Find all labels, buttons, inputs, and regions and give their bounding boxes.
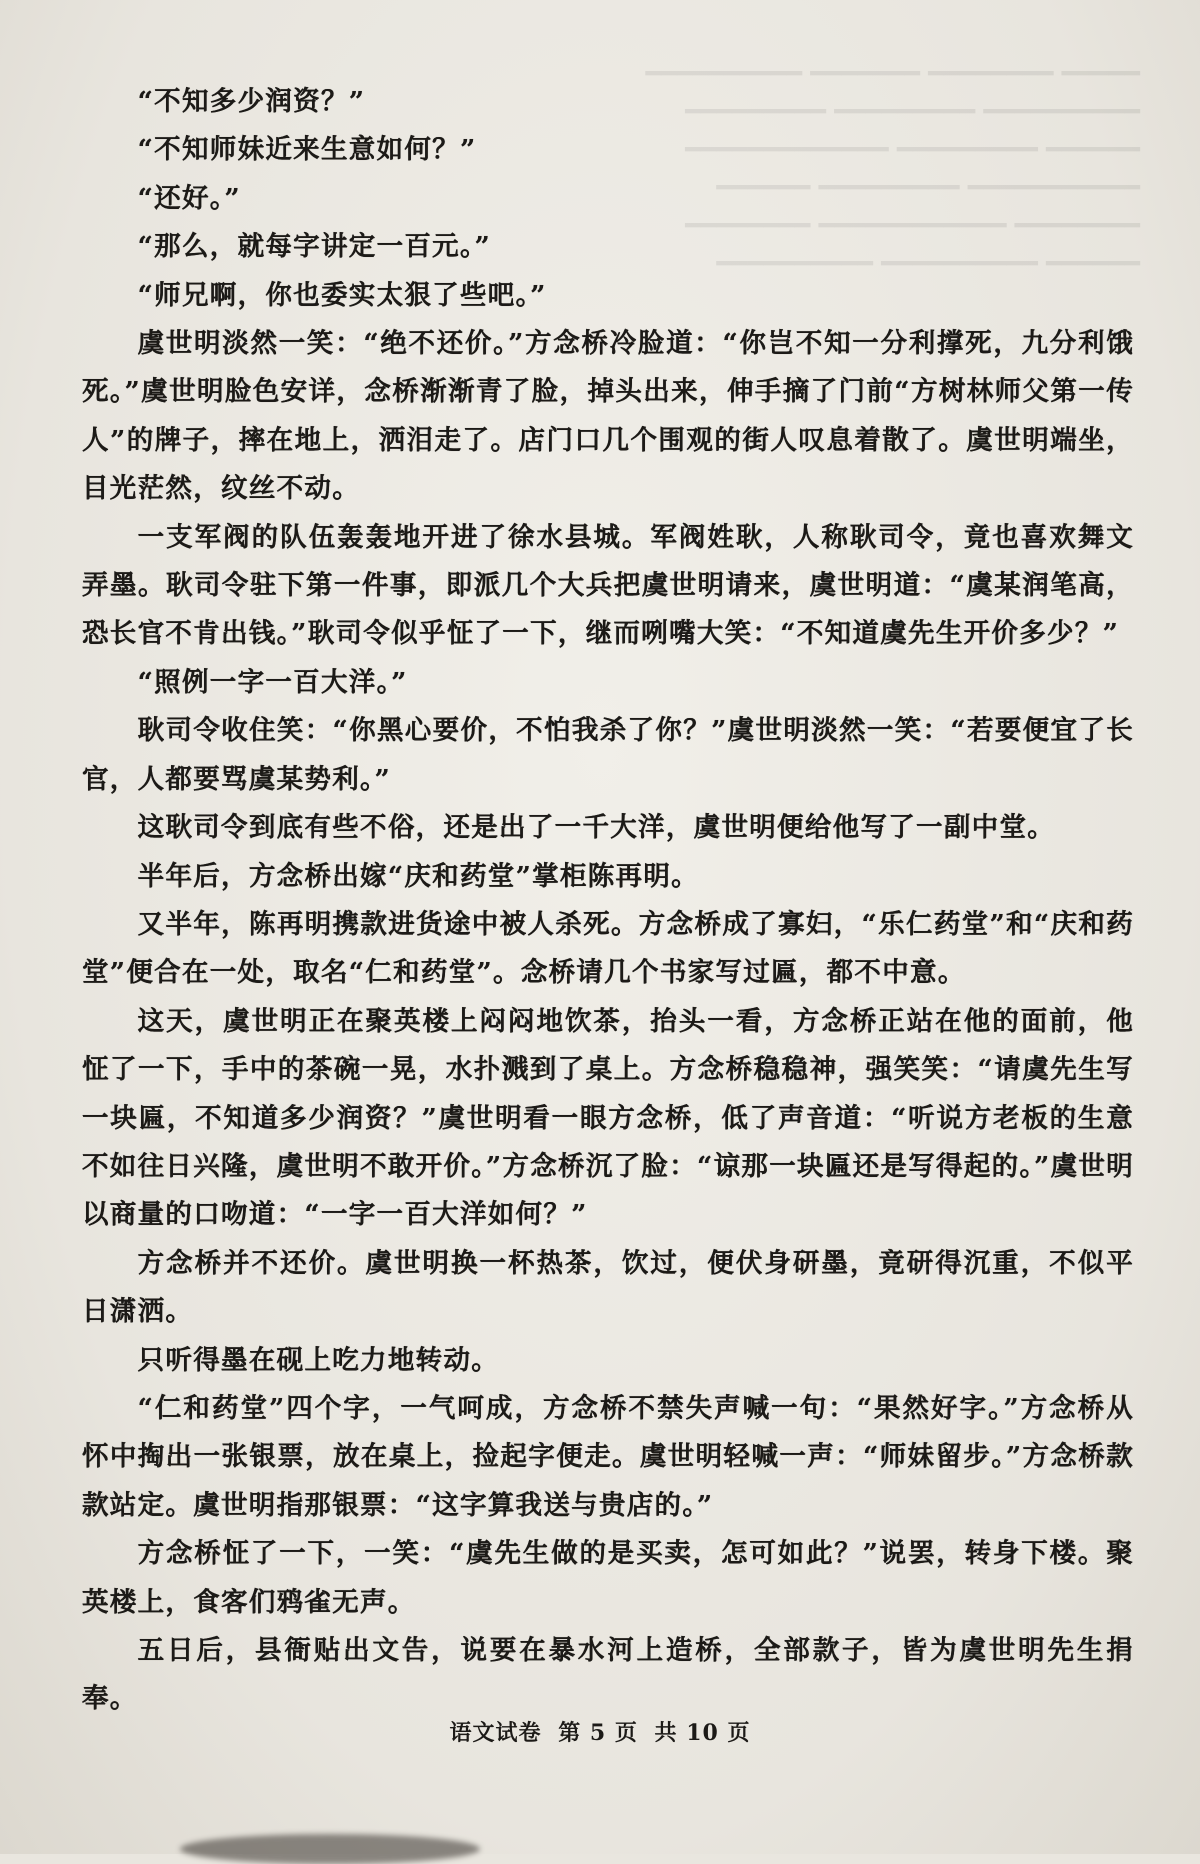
footer-total-pages: 共 10 页 bbox=[654, 1720, 751, 1746]
paragraph: 方念桥怔了一下，一笑：“虞先生做的是买卖，怎可如此？”说罢，转身下楼。聚英楼上，食客们鸦雀无声。 bbox=[82, 1538, 1134, 1618]
paragraph: 又半年，陈再明携款进货途中被人杀死。方念桥成了寡妇，“乐仁药堂”和“庆和药堂”便合在一处，取名“仁和药堂”。念桥请几个书家写过匾，都不中意。 bbox=[82, 908, 1134, 989]
paragraph: “不知师妹近来生意如何？” bbox=[137, 134, 477, 166]
page-footer bbox=[0, 1716, 1200, 1747]
paragraph: 一支军阀的队伍轰轰地开进了徐水县城。军阀姓耿，人称耿司令，竟也喜欢舞文弄墨。耿司令驻下第一件事，即派几个大兵把虞世明请来，虞世明道：“虞某润笔高，恐长官不肯出钱。”耿司令似乎怔了一下，继而咧嘴大笑：“不知道虞先生开价多少？” bbox=[82, 521, 1134, 650]
footer-subject: 语文试卷 bbox=[449, 1720, 542, 1746]
bleed-through-texture: ━━━━━ ━━━━━━━━ ━━━━━━━ ━━━━━━━━━━ ━━━━━━━━━━ ━━━━━━━━━ ━━━━━━━━━ ━━━━━━ ━━━━━━━━━ ━━━━━━━━━━━━━ ━━━━━━━━━━━ ━━━━━━━━━ ━━━━━━ ━━━━━━━━ ━━━━━━━━━━━━ ━━━━━━━━ ━━━━━━ ━━━━━━━━━━ ━━━━━━━━━━ bbox=[645, 59, 1140, 279]
article-body bbox=[82, 78, 1134, 1724]
footer-page-number: 第 5 页 bbox=[558, 1720, 638, 1746]
paragraph: 耿司令收住笑：“你黑心要价，不怕我杀了你？”虞世明淡然一笑：“若要便宜了长官，人都要骂虞某势利。” bbox=[82, 715, 1134, 795]
paragraph: 虞世明淡然一笑：“绝不还价。”方念桥冷脸道：“你岂不知一分利撑死，九分利饿死。”虞世明脸色安详，念桥渐渐青了脸，掉头出来，伸手摘了门前“方树林师父第一传人”的牌子，摔在地上，洒泪走了。店门口几个围观的街人叹息着散了。虞世明端坐，目光茫然，纹丝不动。 bbox=[82, 328, 1134, 505]
paragraph: 方念桥并不还价。虞世明换一杯热茶，饮过，便伏身研墨，竟研得沉重，不似平日潇洒。 bbox=[82, 1247, 1134, 1328]
paragraph: “那么，就每字讲定一百元。” bbox=[137, 231, 492, 263]
paragraph: 五日后，县衙贴出文告，说要在暴水河上造桥，全部款子，皆为虞世明先生捐奉。 bbox=[82, 1635, 1134, 1715]
paragraph: “仁和药堂”四个字，一气呵成，方念桥不禁失声喊一句：“果然好字。”方念桥从怀中掏出一张银票，放在桌上，捡起字便走。虞世明轻喊一声：“师妹留步。”方念桥款款站定。虞世明指那银票：“这字算我送与贵店的。” bbox=[82, 1392, 1134, 1521]
paragraph: 这天，虞世明正在聚英楼上闷闷地饮茶，抬头一看，方念桥正站在他的面前，他怔了一下，手中的茶碗一晃，水扑溅到了桌上。方念桥稳稳神，强笑笑：“请虞先生写一块匾，不知道多少润资？”虞世明看一眼方念桥，低了声音道：“听说方老板的生意不如往日兴隆，虞世明不敢开价。”方念桥沉了脸：“谅那一块匾还是写得起的。”虞世明以商量的口吻道：“一字一百大洋如何？” bbox=[82, 1005, 1134, 1231]
paragraph: 半年后，方念桥出嫁“庆和药堂”掌柜陈再明。 bbox=[137, 860, 699, 892]
paragraph: “还好。” bbox=[137, 182, 241, 214]
paragraph: 只听得墨在砚上吃力地转动。 bbox=[137, 1344, 500, 1376]
paragraph: “师兄啊，你也委实太狠了些吧。” bbox=[137, 279, 547, 311]
paragraph: “不知多少润资？” bbox=[137, 86, 366, 117]
scan-edge-shadow bbox=[180, 1834, 480, 1864]
paragraph: “照例一字一百大洋。” bbox=[137, 666, 408, 698]
paragraph: 这耿司令到底有些不俗，还是出了一千大洋，虞世明便给他写了一副中堂。 bbox=[137, 812, 1056, 844]
